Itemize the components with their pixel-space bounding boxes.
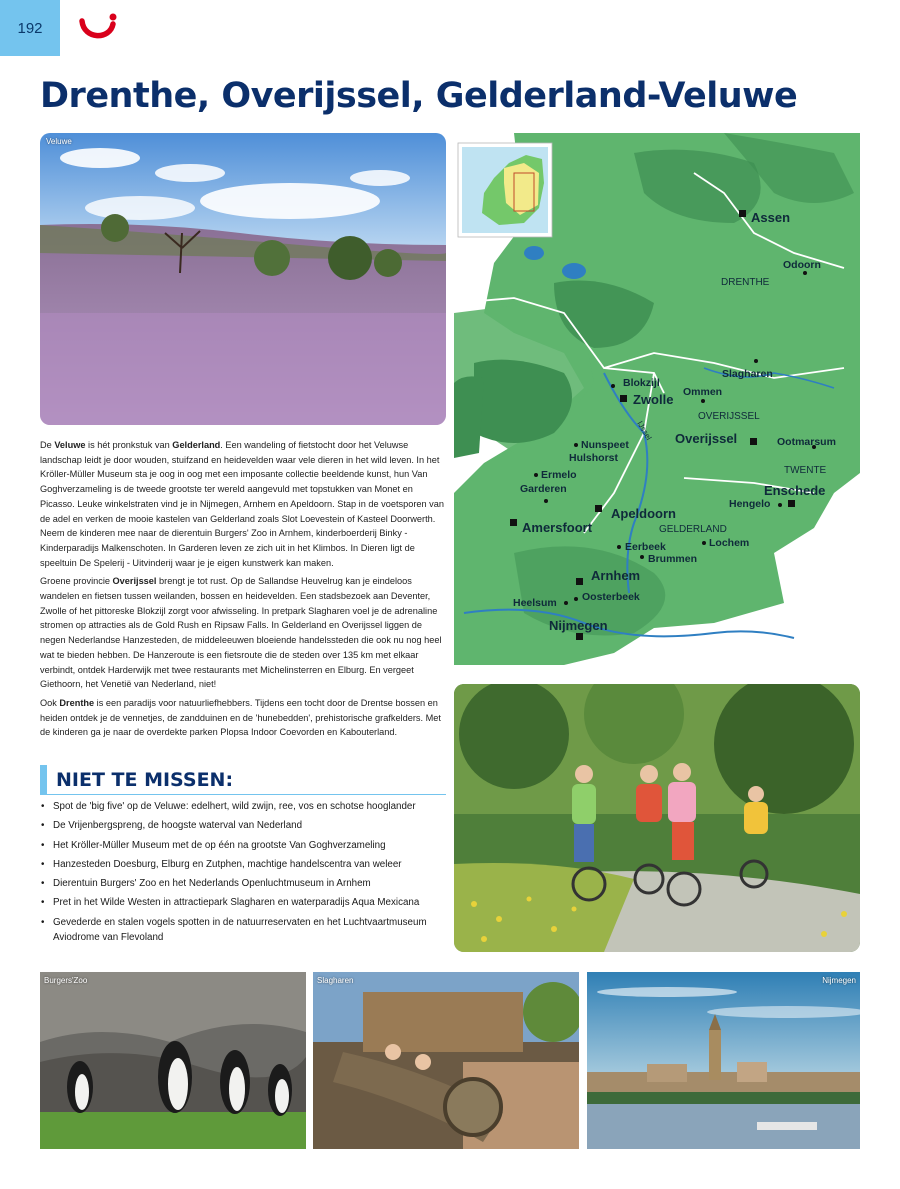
tui-logo bbox=[78, 10, 122, 46]
map-river-ijssel: IJssel bbox=[635, 419, 654, 442]
map-city-enschede: Enschede bbox=[764, 483, 826, 498]
text-bold: Veluwe bbox=[54, 440, 86, 450]
must-see-header bbox=[40, 765, 446, 795]
must-see-heading: NIET TE MISSEN: bbox=[56, 768, 234, 791]
nijmegen-caption: Nijmegen bbox=[822, 976, 856, 985]
map-region-gelderland: GELDERLAND bbox=[659, 524, 727, 535]
text-bold: Gelderland bbox=[172, 440, 221, 450]
map-city-oosterbeek: Oosterbeek bbox=[582, 591, 640, 603]
list-item: • Het Kröller-Müller Museum met de op één na grootste Van Goghverzameling bbox=[40, 838, 446, 854]
slagharen-photo bbox=[313, 972, 579, 1149]
map-region-overijssel: OVERIJSSEL bbox=[698, 411, 760, 422]
list-item: • Pret in het Wilde Westen in attractiepark Slagharen en waterparadijs Aqua Mexicana bbox=[40, 895, 446, 911]
text-span: Ook bbox=[40, 697, 60, 708]
list-item: • Hanzesteden Doesburg, Elburg en Zutphen, machtige handelscentra van weleer bbox=[40, 857, 446, 873]
map-city-zwolle: Zwolle bbox=[633, 392, 674, 407]
accent-bar bbox=[40, 765, 47, 795]
map-city-assen: Assen bbox=[751, 210, 791, 225]
map-city-ootmarsum: Ootmarsum bbox=[777, 436, 836, 448]
page-number: 192 bbox=[0, 0, 60, 56]
map-city-apeldoorn: Apeldoorn bbox=[611, 506, 676, 521]
map-city-blokzijl: Blokzijl bbox=[623, 377, 660, 389]
family-cycling-photo bbox=[454, 684, 860, 952]
text-span: is hét pronkstuk van bbox=[85, 440, 173, 450]
map-city-heelsum: Heelsum bbox=[513, 597, 557, 609]
list-item: • Gevederde en stalen vogels spotten in de natuurreservaten en het Luchtvaartmuseum Aviodrome van Flevoland bbox=[40, 915, 446, 946]
veluwe-photo bbox=[40, 133, 446, 425]
region-map bbox=[454, 133, 860, 665]
map-city-hengelo: Hengelo bbox=[729, 498, 771, 510]
page-title: Drenthe, Overijssel, Gelderland-Veluwe bbox=[40, 76, 798, 116]
map-city-lochem: Lochem bbox=[709, 537, 750, 549]
list-item: • Dierentuin Burgers' Zoo en het Nederlands Openluchtmuseum in Arnhem bbox=[40, 876, 446, 892]
must-see-section bbox=[40, 765, 446, 950]
burgers-zoo-photo bbox=[40, 972, 306, 1149]
map-city-nunspeet: Nunspeet bbox=[581, 439, 629, 451]
zoo-caption: Burgers'Zoo bbox=[44, 976, 88, 985]
text-span: is een paradijs voor natuurliefhebbers. Tijdens een tocht door de Drentse bossen en heiden ontdek je de vennetjes, de zandduinen en de 'hunebedden', prehistorische grafkelders. Met de kinderen ga je naar de overdekte parken Plopsa Indoor Coevorden en Kabouterland. bbox=[40, 697, 441, 738]
map-region-drenthe: DRENTHE bbox=[721, 277, 770, 288]
text-span: . Een wandeling of fietstocht door het Veluwse landschap leidt je door wouden, stuifzand en heidevelden waar vele dieren in het wild leven. In het Kröller-Müller Museum sta je oog in oog met een imposante collectie beeldende kunst, hun Van Goghverzameling is de tweede grootste ter wereld aangevuld met topstukken van Monet en Picasso. Leuke winkelstraten vind je in Nijmegen, Arnhem en Apeldoorn. Stap in de voetsporen van de adel en verken de mooie kastelen van Gelderland zoals Slot Loevestein of Kasteel Doorwerth. Neem de kinderen mee naar de dierentuin Burgers' Zoo in Arnhem, kinderboerderij Binky - Kinderparadijs Malkenschoten. In Garderen leven ze zich uit in het Klimbos. In Dieren ligt de speeltuin De Spelerij - Uitvinderij waar je je eigen kunstwerk kan maken. bbox=[40, 440, 444, 568]
list-item: • De Vrijenbergspreng, de hoogste waterval van Nederland bbox=[40, 818, 446, 834]
map-city-hulshorst: Hulshorst bbox=[569, 452, 619, 464]
text-span: brengt je tot rust. Op de Sallandse Heuvelrug kan je eindeloos wandelen en fietsen tussen weilanden, bossen en heidevelden. Een stadsbezoek aan Deventer, Zwolle of het pittoreske Blokzijl zorgt voor afwisseling. In pretpark Slagharen voel je de adrenaline stromen op attracties als de Gold Rush en Ripsaw Falls. In Gelderland en Overijssel liggen de negen Nederlandse Hanzesteden, de middeleeuwen bloeiende handelssteden die ook nu nog heel wat te bieden hebben. De Hanzeroute is een fietsroute die de steden over 135 km met elkaar verbindt, ontdek Harderwijk met twee restaurants met Michelinsterren en Elburg. En vergeet Giethoorn, het Venetië van Nederland, niet! bbox=[40, 576, 442, 690]
map-region-twente: TWENTE bbox=[784, 465, 827, 476]
map-city-amersfoort: Amersfoort bbox=[522, 520, 593, 535]
nijmegen-photo bbox=[587, 972, 860, 1149]
body-text bbox=[40, 438, 446, 744]
text-bold: Drenthe bbox=[59, 697, 95, 708]
map-city-ommen: Ommen bbox=[683, 386, 723, 398]
map-city-eerbeek: Eerbeek bbox=[625, 541, 666, 553]
list-item: • Spot de 'big five' op de Veluwe: edelhert, wild zwijn, ree, vos en schotse hooglander bbox=[40, 799, 446, 815]
text-span: Groene provincie bbox=[40, 576, 113, 587]
text-bold: Overijssel bbox=[112, 576, 157, 587]
paragraph-drenthe bbox=[40, 696, 446, 740]
must-see-list bbox=[40, 799, 446, 946]
map-province-overijssel: Overijssel bbox=[675, 431, 738, 446]
map-city-garderen: Garderen bbox=[520, 483, 567, 495]
map-city-nijmegen: Nijmegen bbox=[549, 618, 608, 633]
map-city-arnhem: Arnhem bbox=[591, 568, 641, 583]
veluwe-caption: Veluwe bbox=[46, 137, 72, 146]
paragraph-overijssel bbox=[40, 574, 446, 692]
map-city-slagharen: Slagharen bbox=[722, 368, 773, 380]
text-span: De bbox=[40, 440, 55, 450]
map-city-odoorn: Odoorn bbox=[783, 259, 821, 271]
map-city-brummen: Brummen bbox=[648, 553, 698, 565]
slagharen-caption: Slagharen bbox=[317, 976, 354, 985]
map-city-ermelo: Ermelo bbox=[541, 469, 577, 481]
paragraph-veluwe bbox=[40, 438, 446, 570]
